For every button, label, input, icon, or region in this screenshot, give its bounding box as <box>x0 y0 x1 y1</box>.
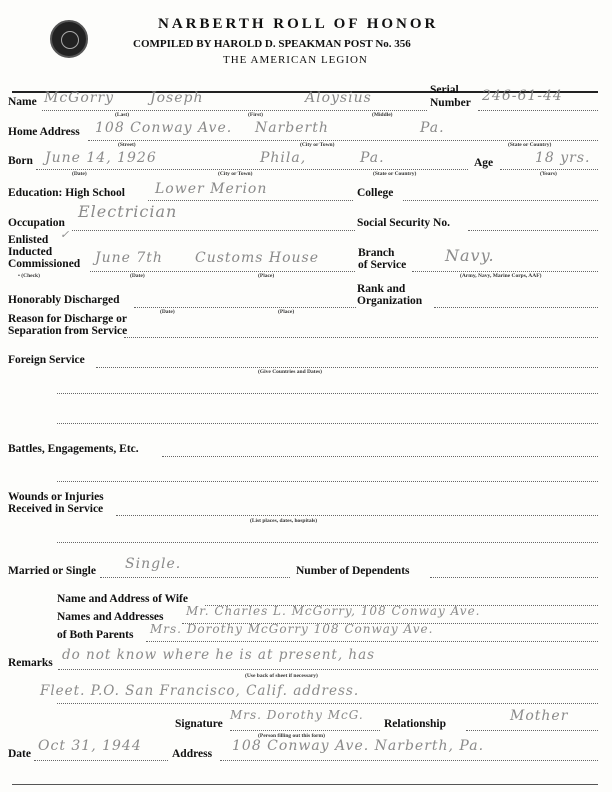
relationship-label: Relationship <box>384 718 446 730</box>
occupation-field[interactable] <box>72 230 355 231</box>
years-hint: (Years) <box>540 171 557 177</box>
enlist-date-value: June 7th <box>95 250 163 266</box>
discharge-date-hint: (Date) <box>160 309 175 315</box>
born-field[interactable] <box>36 169 468 170</box>
serial-field[interactable] <box>478 110 598 111</box>
wounds-line-2[interactable] <box>57 542 598 543</box>
branch-field[interactable] <box>412 271 598 272</box>
branch-value: Navy. <box>445 246 495 265</box>
discharged-label: Honorably Discharged <box>8 294 120 306</box>
remarks-value-1: do not know where he is at present, has <box>62 647 376 663</box>
rank-label-2: Organization <box>357 295 423 307</box>
age-field[interactable] <box>500 169 598 170</box>
form-subtitle: COMPILED BY HAROLD D. SPEAKMAN POST No. 356 <box>133 38 411 50</box>
state-hint: (State or Country) <box>508 142 552 148</box>
reason-label: Reason for Discharge or <box>8 313 127 325</box>
college-label: College <box>357 187 394 199</box>
relationship-field[interactable] <box>466 730 598 731</box>
birth-state-value: Pa. <box>360 150 385 166</box>
occupation-label: Occupation <box>8 217 65 229</box>
street-hint: (Street) <box>118 142 136 148</box>
birth-city-hint: (City or Town) <box>218 171 253 177</box>
age-label: Age <box>474 157 494 169</box>
parent-2-field[interactable] <box>146 641 598 642</box>
city-hint: (City or Town) <box>300 142 335 148</box>
serial-label-2: Number <box>430 97 471 109</box>
rank-field[interactable] <box>434 307 598 308</box>
address-field[interactable] <box>220 760 598 761</box>
name-label: Name <box>8 96 37 108</box>
street-value: 108 Conway Ave. <box>95 120 233 136</box>
address-value: 108 Conway Ave. Narberth, Pa. <box>232 738 485 754</box>
enlist-place-hint: (Place) <box>258 273 275 279</box>
branch-label: Branch <box>358 247 395 259</box>
enlisted-check[interactable]: ✓ <box>60 228 71 241</box>
middle-name-value: Aloysius <box>305 90 372 106</box>
commissioned-label: Commissioned <box>8 258 81 270</box>
parent-1-value: Mr. Charles L. McGorry, 108 Conway Ave. <box>186 604 481 618</box>
relationship-value: Mother <box>510 708 569 724</box>
date-label: Date <box>8 748 31 760</box>
inducted-label: Inducted <box>8 246 53 258</box>
last-hint: (Last) <box>115 112 130 118</box>
enlisted-label: Enlisted <box>8 234 49 246</box>
middle-hint: (Middle) <box>372 112 393 118</box>
parents-label-2: of Both Parents <box>57 629 134 641</box>
last-name-value: McGorry <box>44 90 115 106</box>
signature-field[interactable] <box>230 730 380 731</box>
enlist-place-value: Customs House <box>195 250 320 266</box>
serial-value: 246-61-44 <box>482 88 563 104</box>
high-school-field[interactable] <box>148 200 353 201</box>
wounds-field[interactable] <box>116 515 598 516</box>
marital-label: Married or Single <box>8 565 96 577</box>
enlistment-field[interactable] <box>90 271 355 272</box>
education-label: Education: High School <box>8 187 125 199</box>
american-legion-emblem <box>50 20 88 58</box>
home-address-label: Home Address <box>8 126 80 138</box>
wife-label: Name and Address of Wife <box>57 593 188 605</box>
remarks-line-2[interactable] <box>57 703 598 704</box>
form-organization: THE AMERICAN LEGION <box>223 54 368 66</box>
birth-state-hint: (State or Country) <box>373 171 417 177</box>
reason-label-2: Separation from Service <box>8 325 128 337</box>
discharge-place-hint: (Place) <box>278 309 295 315</box>
college-field[interactable] <box>403 200 598 201</box>
rank-label: Rank and <box>357 283 406 295</box>
enlist-date-hint: (Date) <box>130 273 145 279</box>
high-school-value: Lower Merion <box>155 181 268 197</box>
remarks-field[interactable] <box>58 669 598 670</box>
birth-date-value: June 14, 1926 <box>45 150 157 166</box>
foreign-service-hint: (Give Countries and Dates) <box>258 369 323 375</box>
dependents-label: Number of Dependents <box>296 565 410 577</box>
date-field[interactable] <box>34 760 168 761</box>
date-value: Oct 31, 1944 <box>38 738 142 754</box>
discharged-field[interactable] <box>134 307 356 308</box>
battles-label: Battles, Engagements, Etc. <box>8 443 139 455</box>
branch-label-2: of Service <box>358 259 407 271</box>
wounds-label: Wounds or Injuries <box>8 491 104 503</box>
wounds-hint: (List places, dates, hospitals) <box>250 518 318 524</box>
remarks-value-2: Fleet. P.O. San Francisco, Calif. address. <box>40 683 360 699</box>
serial-label: Serial <box>430 84 459 96</box>
born-label: Born <box>8 155 33 167</box>
marital-value: Single. <box>125 556 182 572</box>
first-name-value: Joseph <box>150 90 204 106</box>
dependents-field[interactable] <box>430 577 598 578</box>
foreign-service-field[interactable] <box>96 367 598 368</box>
name-field[interactable] <box>42 110 427 111</box>
battles-line-2[interactable] <box>57 481 598 482</box>
home-address-field[interactable] <box>88 140 598 141</box>
reason-field[interactable] <box>124 337 598 338</box>
parent-2-value: Mrs. Dorothy McGorry 108 Conway Ave. <box>150 622 434 636</box>
battles-field[interactable] <box>162 456 598 457</box>
footer-rule <box>12 784 598 785</box>
ssn-label: Social Security No. <box>357 217 450 229</box>
form-title: NARBERTH ROLL OF HONOR <box>158 16 439 32</box>
address-label: Address <box>172 748 213 760</box>
marital-field[interactable] <box>100 577 290 578</box>
age-value: 18 yrs. <box>535 150 591 166</box>
date-hint: (Date) <box>72 171 87 177</box>
wounds-label-2: Received in Service <box>8 503 104 515</box>
parents-label: Names and Addresses <box>57 611 164 623</box>
ssn-field[interactable] <box>468 230 598 231</box>
signature-hint: (Person filling out this form) <box>258 733 325 739</box>
state-value: Pa. <box>420 120 445 136</box>
foreign-service-label: Foreign Service <box>8 354 85 366</box>
signature-value: Mrs. Dorothy McG. <box>230 708 364 722</box>
foreign-service-line-2[interactable] <box>57 393 598 394</box>
city-value: Narberth <box>255 120 329 136</box>
occupation-value: Electrician <box>78 202 178 221</box>
remarks-hint: (Use back of sheet if necessary) <box>245 673 318 679</box>
first-hint: (First) <box>248 112 263 118</box>
remarks-label: Remarks <box>8 657 53 669</box>
birth-city-value: Phila, <box>260 150 307 166</box>
check-hint: • (Check) <box>18 273 40 279</box>
foreign-service-line-3[interactable] <box>57 423 598 424</box>
branch-hint: (Army, Navy, Marine Corps, AAF) <box>460 273 542 279</box>
signature-label: Signature <box>175 718 223 730</box>
